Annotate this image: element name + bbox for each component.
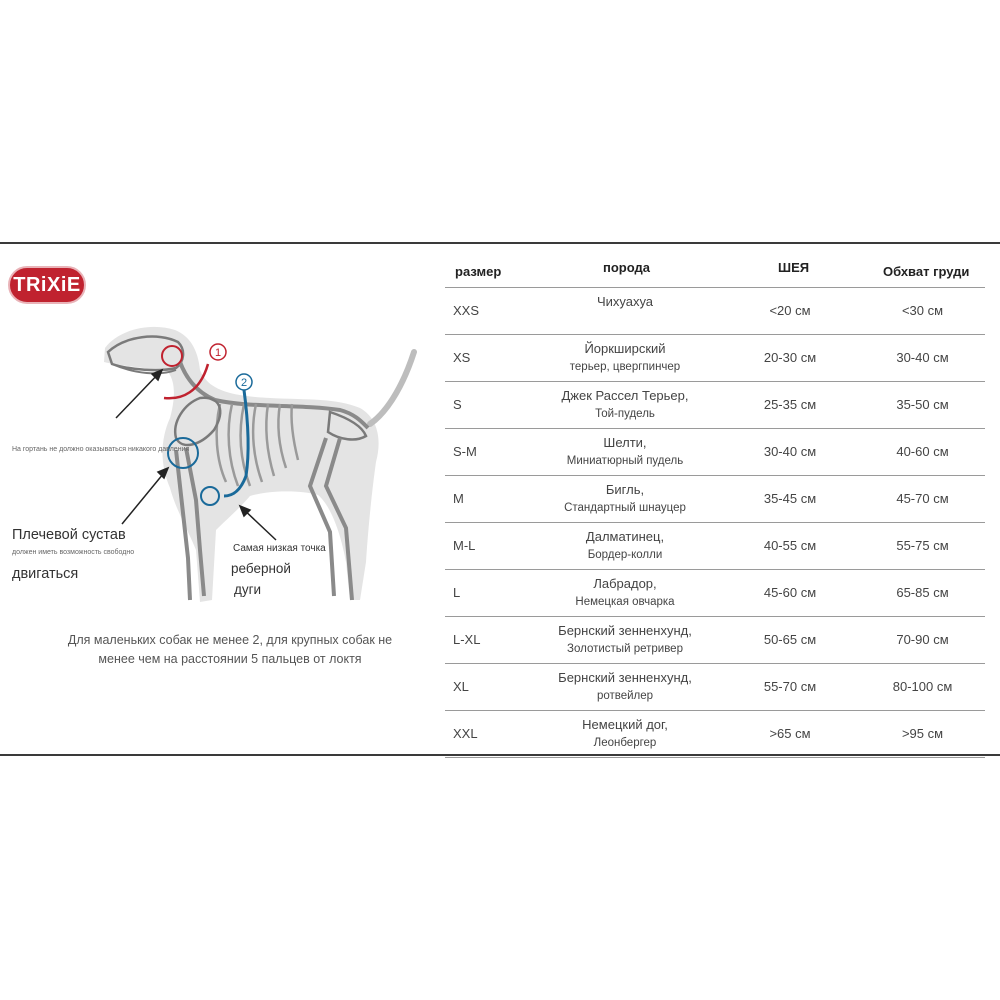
table-row [445,476,985,523]
cell-breed-line1: Бигль, [605,482,645,497]
cell-size: L [453,585,461,600]
cell-breed-line1: Йоркширский [584,341,666,356]
cell-breed-line1: Бернский зенненхунд, [558,623,692,638]
cell-breed-line1: Бернский зенненхунд, [558,670,692,685]
cell-chest: 80-100 см [892,679,953,694]
cell-breed-line2: терьер, цвергпинчер [569,361,681,373]
cell-neck: 55-70 см [763,679,817,694]
trixie-logo [8,265,86,305]
cell-neck: 35-45 см [763,491,817,506]
marker-2-label: 2 [240,377,248,389]
size-table-rows [445,287,985,758]
shoulder-joint-title: Плечевой сустав [12,527,126,543]
logo-text: TRiXiE [13,274,81,296]
cell-size: M [453,491,464,506]
cell-chest: 30-40 см [896,350,949,365]
cell-breed [525,622,725,658]
cell-breed [525,340,725,376]
cell-neck: 50-65 см [763,632,817,647]
shoulder-joint-move: двигаться [12,566,79,582]
rib-note-line2: реберной [231,561,291,576]
rib-note-line1: Самая низкая точка [233,543,326,554]
cell-breed [525,575,725,611]
cell-breed-line2: Миниатюрный пудель [566,455,684,467]
cell-breed [525,481,725,517]
cell-breed [525,434,725,470]
cell-breed-line1: Далматинец, [585,529,665,544]
table-row [445,382,985,429]
dog-tail [370,352,414,424]
cell-size: S [453,397,462,412]
cell-breed-line2: Леонбергер [593,737,657,749]
cell-chest: 40-60 см [896,444,949,459]
cell-breed-line1: Чихуахуа [596,294,654,309]
cell-neck: 25-35 см [763,397,817,412]
cell-chest: >95 см [901,726,944,741]
cell-chest: 70-90 см [896,632,949,647]
cell-neck: >65 см [769,726,811,741]
cell-neck: 30-40 см [763,444,817,459]
header-breed: порода [603,260,650,275]
cell-neck: 20-30 см [763,350,817,365]
cell-breed-line1: Шелти, [603,435,647,450]
cell-size: XXS [453,303,480,318]
cell-chest: 55-75 см [896,538,949,553]
cell-breed [525,293,725,311]
table-row [445,617,985,664]
marker-1-label: 1 [214,347,222,359]
cell-chest: 35-50 см [896,397,949,412]
cell-size: XXL [453,726,478,741]
cell-size: L-XL [453,632,481,647]
cell-neck: 40-55 см [763,538,817,553]
cell-breed-line2: ротвейлер [596,690,654,702]
table-row [445,711,985,758]
cell-size: XS [453,350,471,365]
header-size: размер [455,264,502,279]
cell-breed-line2: Немецкая овчарка [575,596,675,608]
header-chest: Обхват груди [883,264,970,279]
table-row [445,523,985,570]
cell-chest: <30 см [901,303,944,318]
shoulder-joint-text: должен иметь возможность свободно [12,549,135,556]
top-divider [0,242,1000,244]
cell-breed [525,716,725,752]
table-row [445,335,985,382]
cell-size: M-L [453,538,476,553]
cell-chest: 65-85 см [896,585,949,600]
throat-note: На гортань не должно оказываться никакого давления [12,446,190,453]
table-row [445,664,985,711]
cell-neck: 45-60 см [763,585,817,600]
cell-breed-line2: Бордер-колли [587,549,663,561]
cell-neck: <20 см [769,303,811,318]
cell-breed-line2: Той-пудель [595,408,655,420]
table-row [445,429,985,476]
cell-breed-line2: Стандартный шнауцер [564,502,686,514]
table-row [445,287,985,335]
cell-breed-line1: Джек Рассел Терьер, [561,388,689,403]
header-neck: ШЕЯ [778,260,810,275]
cell-breed [525,669,725,705]
cell-size: S-M [453,444,477,459]
cell-breed [525,528,725,564]
cell-breed-line1: Лабрадор, [593,576,657,591]
cell-breed [525,387,725,423]
cell-chest: 45-70 см [896,491,949,506]
cell-size: XL [453,679,469,694]
cell-breed-line2: Золотистый ретривер [567,643,683,655]
cell-breed-line1: Немецкий дог, [582,717,668,732]
rib-note-line3: дуги [234,582,262,597]
table-row [445,570,985,617]
strap-distance-note: Для маленьких собак не менее 2, для крупных собак не менее чем на расстоянии 5 пальцев от локтя [67,633,393,666]
